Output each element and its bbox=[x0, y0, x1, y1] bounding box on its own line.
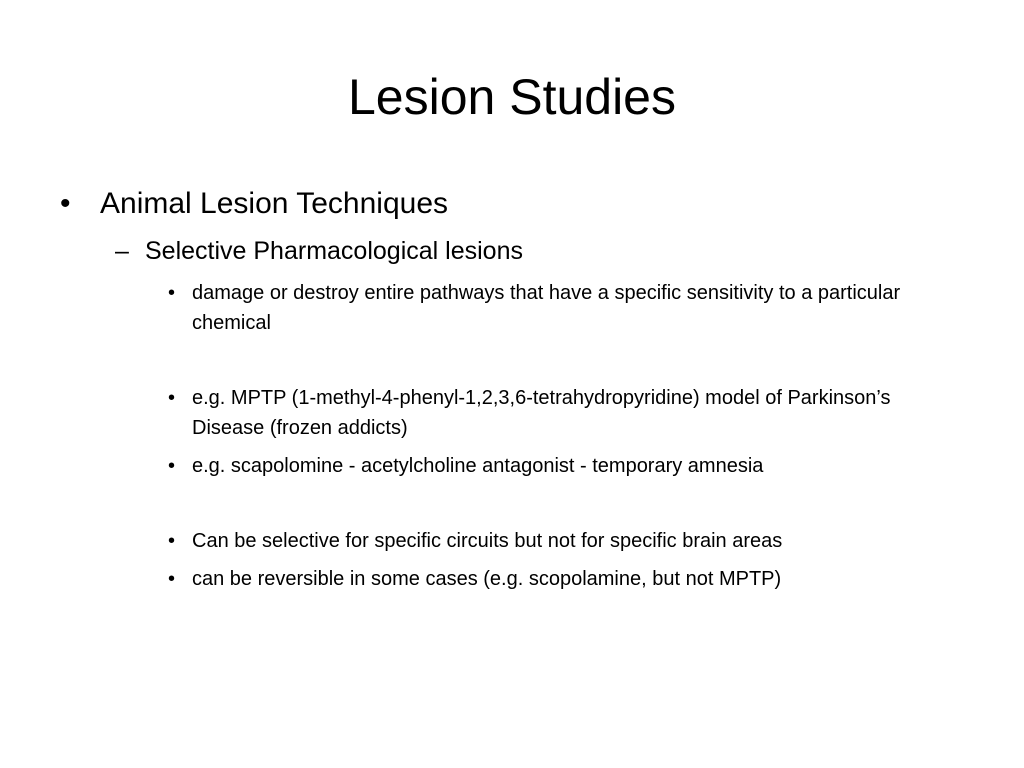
bullet-level3-scapolomine bbox=[168, 451, 968, 481]
bullet-marker: • bbox=[168, 282, 176, 304]
slide-title: Lesion Studies bbox=[347, 69, 676, 125]
bullet-text: damage or destroy entire pathways that have a specific sensitivity to a particular chemical bbox=[192, 282, 901, 334]
bullet-text: Selective Pharmacological lesions bbox=[145, 237, 523, 265]
bullet-text: can be reversible in some cases (e.g. scopolamine, but not MPTP) bbox=[192, 568, 782, 590]
bullet-marker: • bbox=[168, 455, 176, 477]
bullet-level2 bbox=[115, 234, 523, 268]
bullet-marker: • bbox=[60, 187, 71, 220]
bullet-text: Can be selective for specific circuits but not for specific brain areas bbox=[192, 530, 783, 552]
bullet-text: Animal Lesion Techniques bbox=[100, 187, 449, 220]
bullet-level1 bbox=[60, 184, 448, 224]
bullet-text: e.g. scapolomine - acetylcholine antagonist - temporary amnesia bbox=[192, 455, 764, 477]
bullet-level3-mptp bbox=[168, 383, 968, 443]
dash-marker: – bbox=[115, 237, 129, 265]
bullet-level3-selective-circuits bbox=[168, 526, 968, 556]
bullet-marker: • bbox=[168, 530, 176, 552]
bullet-level3-reversible bbox=[168, 564, 968, 594]
bullet-text: e.g. MPTP (1-methyl-4-phenyl-1,2,3,6-tetrahydropyridine) model of Parkinson’s Disease (frozen addicts) bbox=[192, 387, 891, 439]
bullet-level3-pathways bbox=[168, 278, 968, 338]
bullet-marker: • bbox=[168, 568, 176, 590]
bullet-marker: • bbox=[168, 387, 176, 409]
